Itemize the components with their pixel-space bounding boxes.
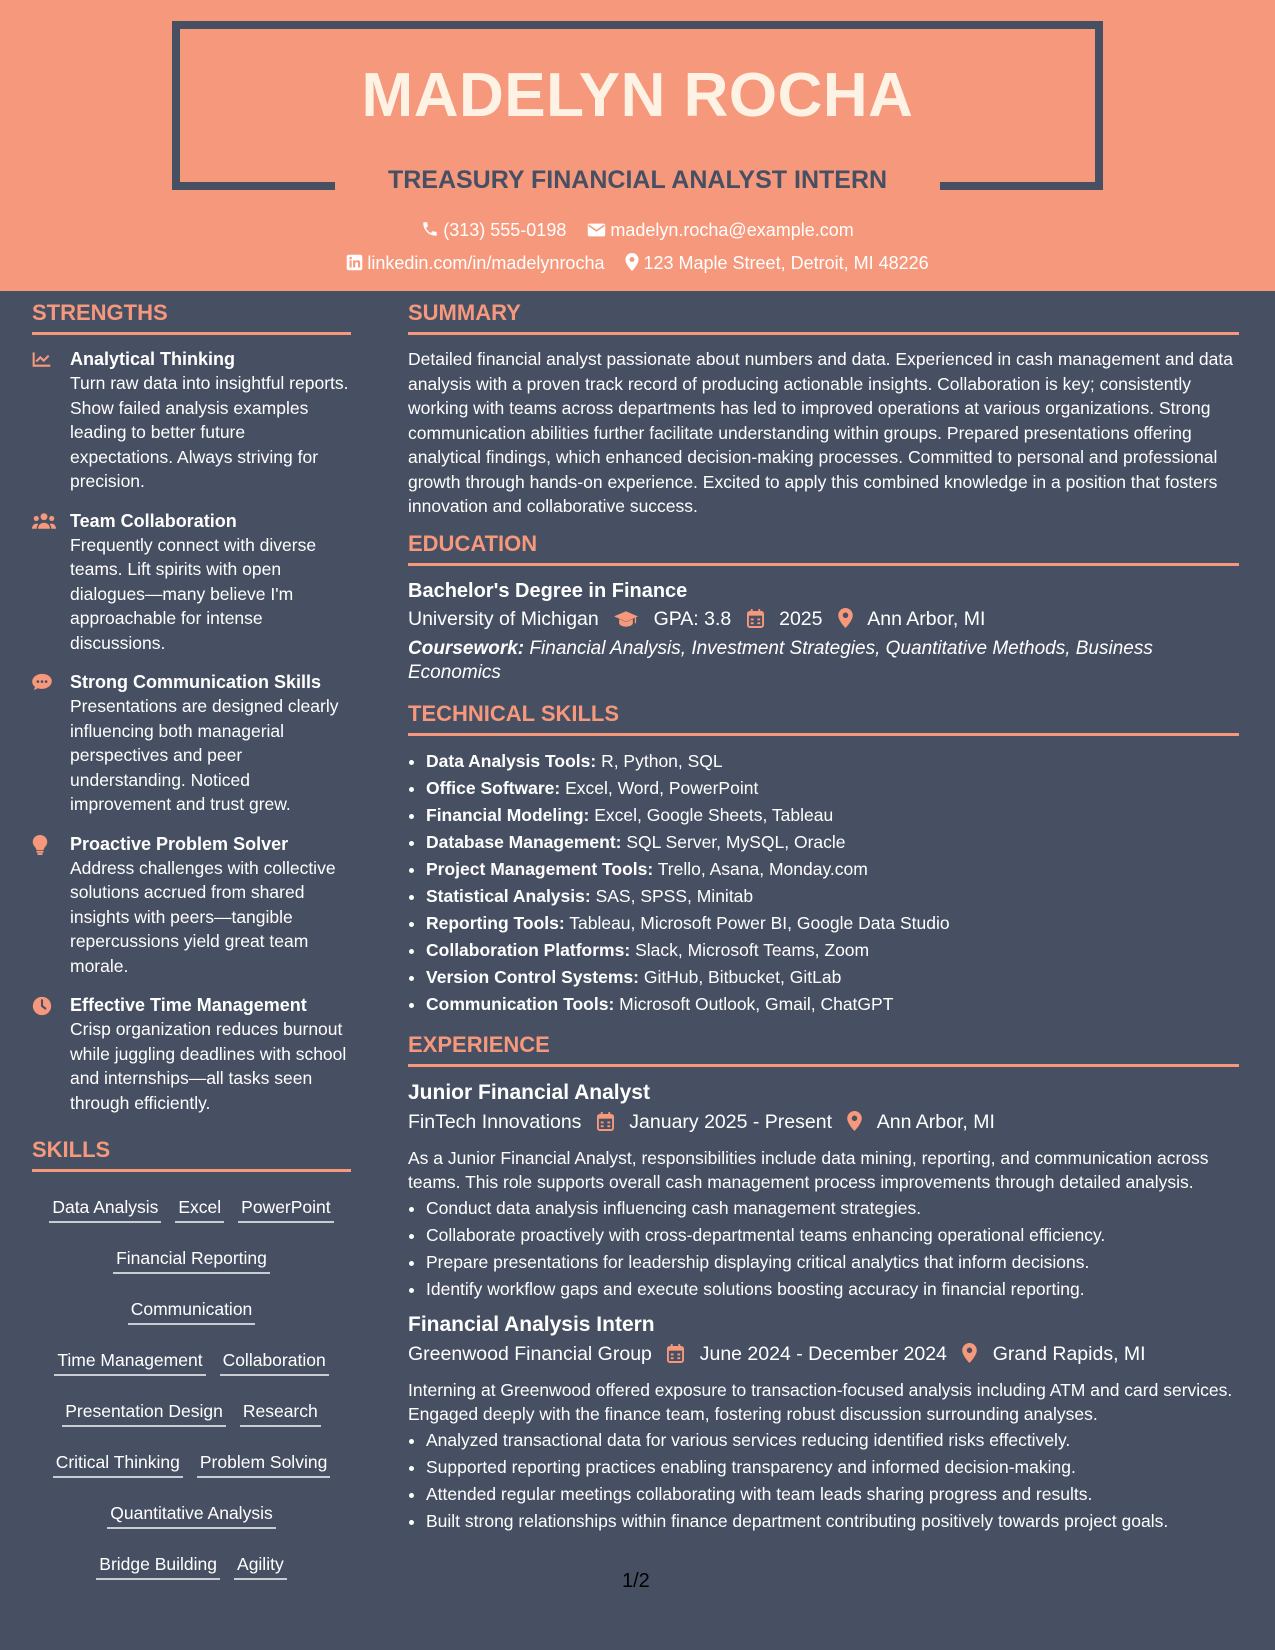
skill-tag: Financial Reporting xyxy=(113,1245,270,1274)
education-location: Ann Arbor, MI xyxy=(867,607,986,630)
tech-skill-label: Collaboration Platforms: xyxy=(426,939,631,960)
job-entry xyxy=(408,1311,1239,1535)
tech-skill-value: Tableau, Microsoft Power BI, Google Data Studio xyxy=(569,912,950,933)
job-entry xyxy=(408,1079,1239,1303)
tech-skill-value: Trello, Asana, Monday.com xyxy=(657,858,868,879)
strength-item xyxy=(32,670,351,817)
envelope-icon xyxy=(587,222,606,238)
job-bullet: • Identify workflow gaps and execute solutions boosting accuracy in financial reporting. xyxy=(426,1276,1239,1303)
left-column xyxy=(32,300,351,1592)
job-location: Ann Arbor, MI xyxy=(876,1110,995,1133)
address-text: 123 Maple Street, Detroit, MI 48226 xyxy=(643,253,929,273)
job-bullet: • Analyzed transactional data for various services reducing identified risks effectively. xyxy=(426,1427,1239,1454)
contact-row-2 xyxy=(0,253,1275,274)
linkedin-icon xyxy=(346,254,363,271)
lightbulb-icon xyxy=(32,835,48,855)
skill-tag: Presentation Design xyxy=(62,1398,226,1427)
linkedin-contact[interactable] xyxy=(346,253,604,274)
tech-skill-value: Slack, Microsoft Teams, Zoom xyxy=(635,939,870,960)
strength-desc: Turn raw data into insightful reports. Show failed analysis examples leading to better future expectations. Always striving for precision. xyxy=(70,373,349,491)
skill-tag: Agility xyxy=(234,1551,287,1580)
phone-icon xyxy=(421,220,439,238)
summary-heading: SUMMARY xyxy=(408,300,1239,335)
job-title: TREASURY FINANCIAL ANALYST INTERN xyxy=(387,166,888,194)
tech-skill-item xyxy=(426,937,1239,964)
tech-skill-label: Office Software: xyxy=(426,777,561,798)
chart-line-icon xyxy=(32,350,52,368)
strength-item xyxy=(32,832,351,979)
skills-row xyxy=(40,1439,343,1490)
skills-row xyxy=(40,1541,343,1592)
tech-skill-label: Project Management Tools: xyxy=(426,858,654,879)
tech-skill-item xyxy=(426,964,1239,991)
phone-text: (313) 555-0198 xyxy=(443,220,567,240)
job-title: Financial Analysis Intern xyxy=(408,1312,655,1336)
skills-row xyxy=(40,1337,343,1388)
strength-title: Effective Time Management xyxy=(70,995,307,1015)
strength-item xyxy=(32,993,351,1115)
job-bullet: • Conduct data analysis influencing cash management strategies. xyxy=(426,1195,1239,1222)
tech-skill-label: Data Analysis Tools: xyxy=(426,750,597,771)
header-banner xyxy=(0,0,1275,291)
tech-skill-item xyxy=(426,856,1239,883)
map-marker-icon xyxy=(838,608,853,628)
job-location: Grand Rapids, MI xyxy=(992,1342,1146,1365)
company-name: FinTech Innovations xyxy=(408,1110,582,1133)
strength-item xyxy=(32,347,351,494)
graduation-year: 2025 xyxy=(779,607,823,630)
right-column xyxy=(408,300,1239,1543)
strength-title: Team Collaboration xyxy=(70,510,237,531)
skills-heading: SKILLS xyxy=(32,1137,351,1172)
calendar-icon xyxy=(667,1344,684,1363)
email-contact[interactable] xyxy=(587,220,853,241)
strength-title: Analytical Thinking xyxy=(70,349,236,369)
job-dates: January 2025 - Present xyxy=(629,1110,832,1133)
job-bullets xyxy=(408,1427,1239,1535)
email-text: madelyn.rocha@example.com xyxy=(610,220,854,240)
strength-desc: Address challenges with collective solutions accrued from shared insights with peers—tangible repercussions yield great team morale. xyxy=(70,857,336,976)
summary-text: Detailed financial analyst passionate about numbers and data. Experienced in cash management and data analysis with a proven track record of producing actionable insights. Collaboration is key; consistently working with teams across departments has led to improved operations at various organizations. Strong communication abilities further facilitate understanding within groups. Prepared presentations offering analytical findings, which enhanced decision-making processes. Committed to personal and professional growth through hands-on experience. Excited to apply this combined knowledge in a position that fosters innovation and collaborative success. xyxy=(408,349,1233,516)
skill-tag: Communication xyxy=(128,1296,256,1325)
skill-tag: Time Management xyxy=(54,1347,205,1376)
skill-tag: Bridge Building xyxy=(96,1551,220,1580)
skill-tag: Collaboration xyxy=(220,1347,329,1376)
linkedin-text: linkedin.com/in/madelynrocha xyxy=(367,253,605,273)
address-contact xyxy=(625,253,928,274)
tech-skill-value: Excel, Word, PowerPoint xyxy=(565,777,759,798)
tech-skill-value: SAS, SPSS, Minitab xyxy=(595,885,754,906)
strength-title: Proactive Problem Solver xyxy=(70,833,289,854)
phone-contact[interactable] xyxy=(421,220,566,241)
tech-skill-value: R, Python, SQL xyxy=(601,750,723,771)
map-marker-icon xyxy=(847,1111,862,1131)
skills-list xyxy=(32,1184,351,1592)
school-name: University of Michigan xyxy=(408,607,599,630)
job-bullets xyxy=(408,1195,1239,1303)
skill-tag: Data Analysis xyxy=(49,1194,161,1223)
tech-skill-item xyxy=(426,829,1239,856)
coursework-label: Coursework: xyxy=(408,637,525,659)
tech-skill-label: Statistical Analysis: xyxy=(426,885,591,906)
skill-tag: Critical Thinking xyxy=(53,1449,183,1478)
job-dates: June 2024 - December 2024 xyxy=(699,1342,947,1365)
tech-skill-value: SQL Server, MySQL, Oracle xyxy=(626,831,846,852)
tech-skill-item xyxy=(426,910,1239,937)
map-marker-icon xyxy=(625,253,639,271)
skills-row xyxy=(40,1388,343,1439)
technical-skills-list xyxy=(408,748,1239,1018)
job-description: As a Junior Financial Analyst, responsibilities include data mining, reporting, and communication across teams. This role supports overall cash management process improvements through detailed analysis. xyxy=(408,1147,1209,1192)
map-marker-icon xyxy=(962,1343,977,1363)
tech-skill-value: GitHub, Bitbucket, GitLab xyxy=(643,966,842,987)
contact-row-1 xyxy=(0,220,1275,241)
skill-tag: Problem Solving xyxy=(197,1449,330,1478)
clock-icon xyxy=(32,996,52,1016)
skill-tag: Research xyxy=(240,1398,321,1427)
users-icon xyxy=(32,512,56,530)
tech-skill-item xyxy=(426,775,1239,802)
experience-heading: EXPERIENCE xyxy=(408,1032,1239,1067)
tech-skill-item xyxy=(426,991,1239,1018)
job-meta xyxy=(408,1107,1239,1140)
education-meta xyxy=(408,604,1239,637)
gpa: GPA: 3.8 xyxy=(653,607,732,630)
tech-skill-item xyxy=(426,883,1239,910)
coursework-text: Financial Analysis, Investment Strategies, Quantitative Methods, Business Economics xyxy=(408,637,1153,683)
strength-desc: Presentations are designed clearly influencing both managerial perspectives and peer understanding. Noticed improvement and trust grew. xyxy=(70,696,339,814)
job-bullet: • Supported reporting practices enabling transparency and informed decision-making. xyxy=(426,1454,1239,1481)
coursework xyxy=(408,637,1239,685)
strengths-heading: STRENGTHS xyxy=(32,300,351,335)
tech-skill-value: Excel, Google Sheets, Tableau xyxy=(594,804,834,825)
page-number: 1/2 xyxy=(622,1570,650,1592)
strength-desc: Crisp organization reduces burnout while juggling deadlines with school and internships—all tasks seen through efficiently. xyxy=(70,1019,347,1113)
strength-title: Strong Communication Skills xyxy=(70,672,322,692)
company-name: Greenwood Financial Group xyxy=(408,1342,652,1365)
skills-row xyxy=(40,1184,343,1235)
job-bullet: • Attended regular meetings collaborating with team leads sharing progress and results. xyxy=(426,1481,1239,1508)
tech-skill-label: Financial Modeling: xyxy=(426,804,590,825)
strength-desc: Frequently connect with diverse teams. Lift spirits with open dialogues—many believe I'm approachable for intense discussions. xyxy=(70,534,317,653)
comment-icon xyxy=(32,673,52,691)
education-heading: EDUCATION xyxy=(408,531,1239,566)
calendar-icon xyxy=(597,1112,614,1131)
job-title: Junior Financial Analyst xyxy=(408,1080,650,1104)
calendar-icon xyxy=(747,609,764,628)
job-description: Interning at Greenwood offered exposure to transaction-focused analysis including ATM and card services. Engaged deeply with the finance team, fostering robust discussion surrounding analyses. xyxy=(408,1379,1233,1424)
skill-tag: PowerPoint xyxy=(238,1194,334,1223)
degree-title: Bachelor's Degree in Finance xyxy=(408,579,688,602)
tech-skill-item xyxy=(426,748,1239,775)
technical-skills-heading: TECHNICAL SKILLS xyxy=(408,701,1239,736)
job-bullet: • Collaborate proactively with cross-departmental teams enhancing operational efficiency. xyxy=(426,1222,1239,1249)
skill-tag: Excel xyxy=(175,1194,224,1223)
strength-item xyxy=(32,509,351,656)
job-bullet: • Built strong relationships within finance department contributing positively towards project goals. xyxy=(426,1508,1239,1535)
tech-skill-label: Version Control Systems: xyxy=(426,966,639,987)
tech-skill-label: Reporting Tools: xyxy=(426,912,565,933)
skills-row xyxy=(40,1490,343,1541)
candidate-name: MADELYN ROCHA xyxy=(361,61,914,130)
tech-skill-item xyxy=(426,802,1239,829)
graduation-cap-icon xyxy=(614,610,638,628)
tech-skill-label: Database Management: xyxy=(426,831,622,852)
skills-row xyxy=(40,1235,343,1286)
tech-skill-label: Communication Tools: xyxy=(426,993,615,1014)
skill-tag: Quantitative Analysis xyxy=(107,1500,275,1529)
job-meta xyxy=(408,1339,1239,1372)
skills-row xyxy=(40,1286,343,1337)
tech-skill-value: Microsoft Outlook, Gmail, ChatGPT xyxy=(619,993,894,1014)
job-bullet: • Prepare presentations for leadership displaying critical analytics that inform decisions. xyxy=(426,1249,1239,1276)
